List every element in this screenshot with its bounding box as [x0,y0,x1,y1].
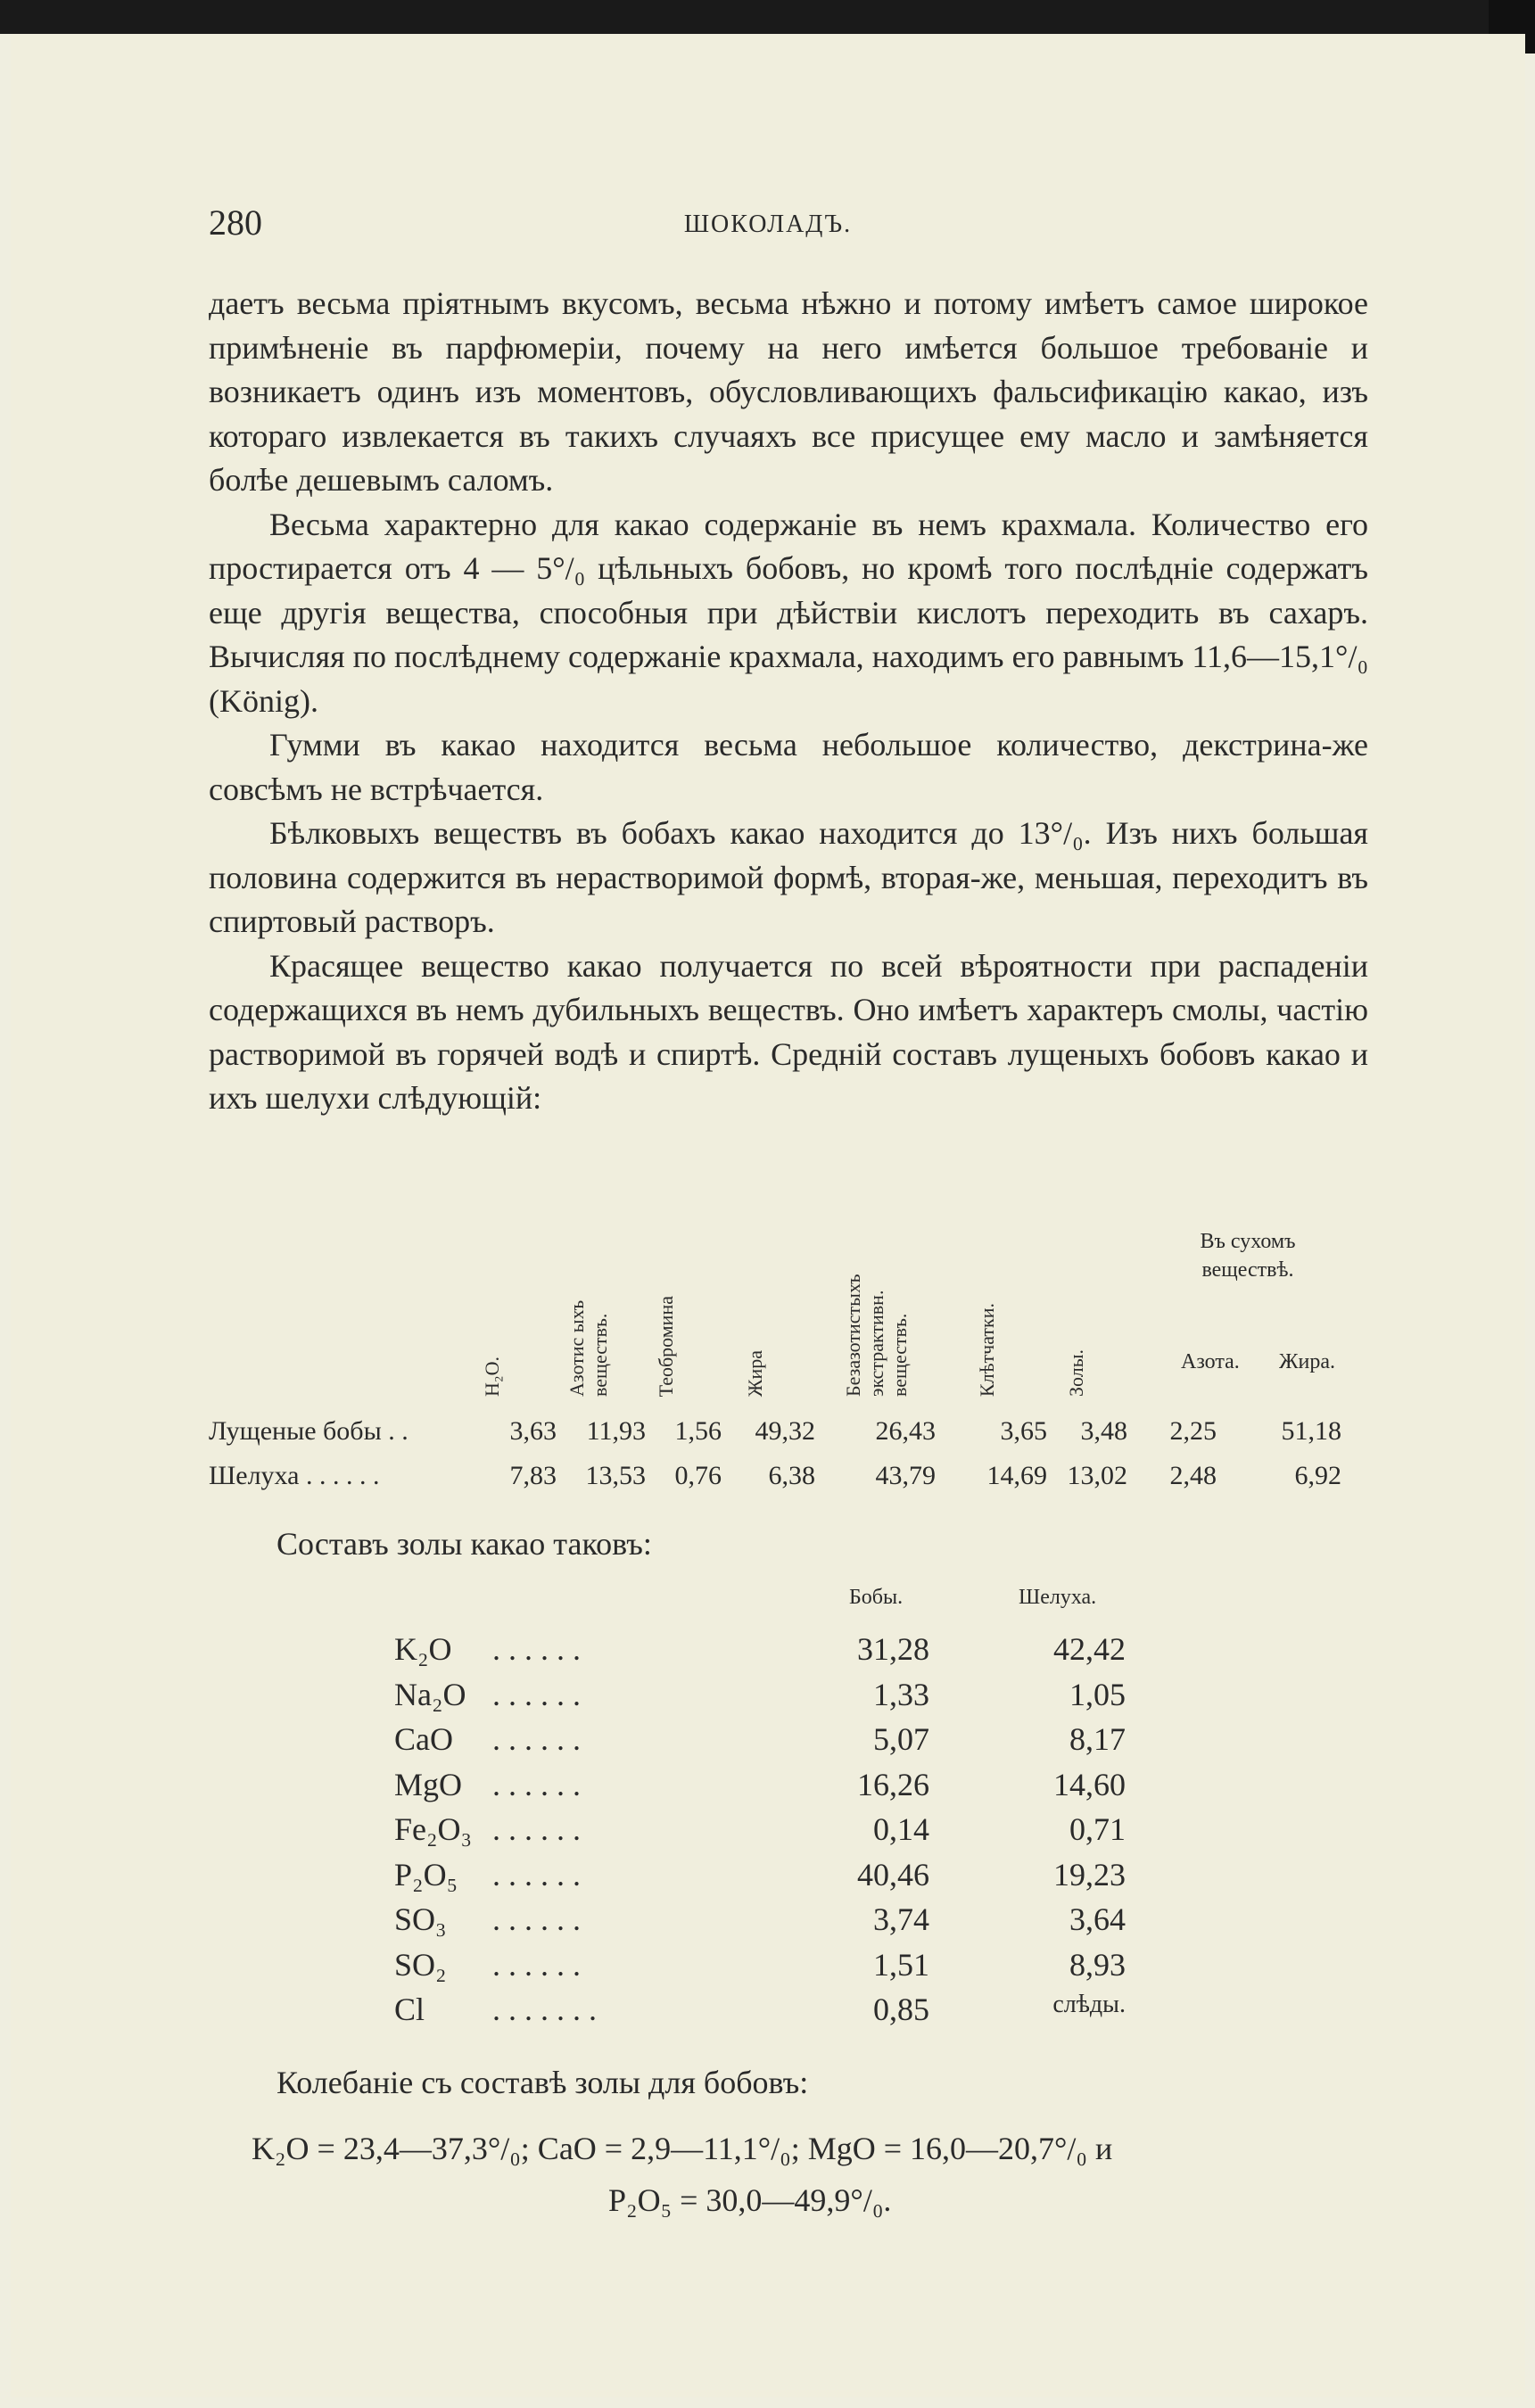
paragraph: Красящее вещество какао получается по всей вѣроятности при распаденіи содержащихся въ немъ дубильныхъ веществъ. Оно имѣетъ характеръ смолы, частію растворимой въ горячей водѣ и спиртѣ. Средній составъ лущеныхъ бобовъ какао и ихъ шелухи слѣдующій: [209,947,1368,1116]
variation-title: Колебаніе съ составѣ золы для бобовъ: [276,2065,809,2100]
ash-compound: Na₂O [394,1676,466,1712]
ash-dots: . . . . . . [492,1856,581,1893]
cell: 14,69 [986,1461,1047,1490]
cell: 26,43 [875,1416,936,1446]
ash-compound: SO₃ [394,1901,447,1937]
scan-top-border [0,0,1535,34]
row-label: Лущеные бобы . . [209,1416,409,1446]
table-row [209,1461,1386,1497]
cell: 0,76 [674,1461,722,1490]
ash-husk-value: 19,23 [1053,1856,1126,1893]
cell: 49,32 [755,1416,815,1446]
ash-compound: K₂O [394,1631,452,1667]
ash-compound: P₂O₅ [394,1856,458,1893]
ash-husk-value: 3,64 [1069,1901,1126,1937]
ash-beans-value: 0,85 [873,1992,929,2027]
ash-row [11,1766,1170,1810]
cell: 2,48 [1169,1461,1217,1490]
cell: 3,63 [509,1416,557,1446]
ash-husk-value: 1,05 [1069,1676,1126,1712]
ash-husk-value: 8,17 [1069,1721,1126,1757]
page-header [11,194,1525,248]
ash-compound: CaO [394,1721,453,1757]
ash-husk-value: 8,93 [1069,1946,1126,1983]
ash-beans-value: 1,51 [873,1946,929,1983]
ash-beans-value: 0,14 [873,1811,929,1847]
ash-beans-value: 40,46 [857,1856,929,1893]
paragraph: Гумми въ какао находится весьма небольшое количество, декстрина-же совсѣмъ не встрѣчается. [209,727,1368,807]
ash-dots: . . . . . . [492,1721,581,1757]
paragraph: даетъ весьма пріятнымъ вкусомъ, весьма нѣжно и потому имѣетъ самое широкое примѣненіе въ парфюмеріи, почему на него имѣется большое требованіе и возникаетъ одинъ изъ моментовъ, обусловливающихъ фальсификацію какао, изъ котораго извлекается въ такихъ случаяхъ все присущее ему масло и замѣняется болѣе дешевымъ саломъ. [209,285,1368,498]
cell: 6,38 [768,1461,815,1490]
paragraph: Весьма характерно для какао содержаніе въ немъ крахмала. Количество его простирается отъ 4 — 5°/₀ цѣльныхъ бобовъ, но кромѣ того послѣдніе содержатъ еще другія вещества, способныя при дѣйствіи кислотъ переходить въ сахаръ. Вычисляя по послѣднему содержаніе крахмала, находимъ его равнымъ 11,6—15,1°/₀ (König). [209,506,1368,719]
ash-compound: MgO [394,1766,463,1802]
ash-row [11,1856,1170,1901]
variation-formula-line: P₂O₅ = 30,0—49,9°/₀. [608,2182,892,2218]
ash-beans-value: 31,28 [857,1631,929,1667]
col-header-theobromine: Теобромина [655,1295,677,1397]
col-header-fat-dry: Жира. [1279,1350,1335,1373]
col-header-fat: Жира [744,1349,766,1397]
ash-header-beans: Бобы. [849,1586,904,1609]
ash-dots: . . . . . . [492,1676,581,1712]
col-header-nitrogenous: Азотис ыхъ веществъ. [565,1299,611,1397]
paragraph: Бѣлковыхъ веществъ въ бобахъ какао находится до 13°/₀. Изъ нихъ большая половина содержится въ нерастворимой формѣ, вторая-же, меньшая, переходитъ въ спиртовый растворъ. [209,815,1368,939]
cell: 13,02 [1067,1461,1127,1490]
ash-dots: . . . . . . [492,1901,581,1937]
column-headers [209,1218,1386,1397]
ash-dots: . . . . . . . [492,1992,597,2027]
col-header-ash: Золы. [1065,1349,1087,1397]
ash-husk-value: 42,42 [1053,1631,1126,1667]
ash-header-husk: Шелуха. [1019,1586,1097,1609]
cell: 11,93 [586,1416,646,1446]
cell: 13,53 [585,1461,646,1490]
ash-dots: . . . . . . [492,1811,581,1847]
ash-row [11,1630,1170,1675]
row-label: Шелуха . . . . . . [209,1461,380,1490]
ash-beans-value: 16,26 [857,1766,929,1802]
running-head: ШОКОЛАДЪ. [683,210,853,238]
ash-beans-value: 1,33 [873,1676,929,1712]
ash-compound: SO₂ [394,1946,447,1983]
col-header-extractives: Безазотистыхъ экстрактивн. веществъ. [842,1274,911,1397]
col-header-water: H₂O. [481,1357,503,1397]
book-page [11,34,1525,2397]
cell: 6,92 [1294,1461,1341,1490]
variation-formula-line: K₂O = 23,4—37,3°/₀; CaO = 2,9—11,1°/₀; MgO = 16,0—20,7°/₀ и [252,2131,1113,2166]
ash-beans-value: 3,74 [873,1901,929,1937]
ash-dots: . . . . . . [492,1766,581,1802]
dry-matter-header: Въ сухомъ веществѣ. [1200,1230,1296,1282]
cell: 3,65 [1000,1416,1047,1446]
ash-compound: Cl [394,1992,425,2027]
cell: 1,56 [674,1416,722,1446]
ash-husk-value: слѣды. [1052,1991,1126,2018]
page-number: 280 [209,202,262,243]
ash-row [11,1676,1170,1720]
col-header-fibre: Клѣтчатки. [976,1302,998,1397]
ash-dots: . . . . . . [492,1946,581,1983]
ash-husk-value: 0,71 [1069,1811,1126,1847]
cell: 2,25 [1169,1416,1217,1446]
ash-husk-value: 14,60 [1053,1766,1126,1802]
cell: 3,48 [1080,1416,1127,1446]
cell: 43,79 [875,1461,936,1490]
ash-row [11,1991,1170,2035]
ash-title: Составъ золы какао таковъ: [276,1526,652,1562]
col-header-nitrogen: Азота. [1181,1350,1240,1373]
cell: 51,18 [1281,1416,1341,1446]
ash-beans-value: 5,07 [873,1721,929,1757]
ash-row [11,1720,1170,1765]
ash-compound: Fe₂O₃ [394,1811,473,1847]
cell: 7,83 [509,1461,557,1490]
ash-row [11,1946,1170,1991]
body-text [209,282,1368,1121]
ash-dots: . . . . . . [492,1631,581,1667]
table-row [209,1416,1386,1452]
ash-row [11,1901,1170,1945]
ash-row [11,1810,1170,1855]
